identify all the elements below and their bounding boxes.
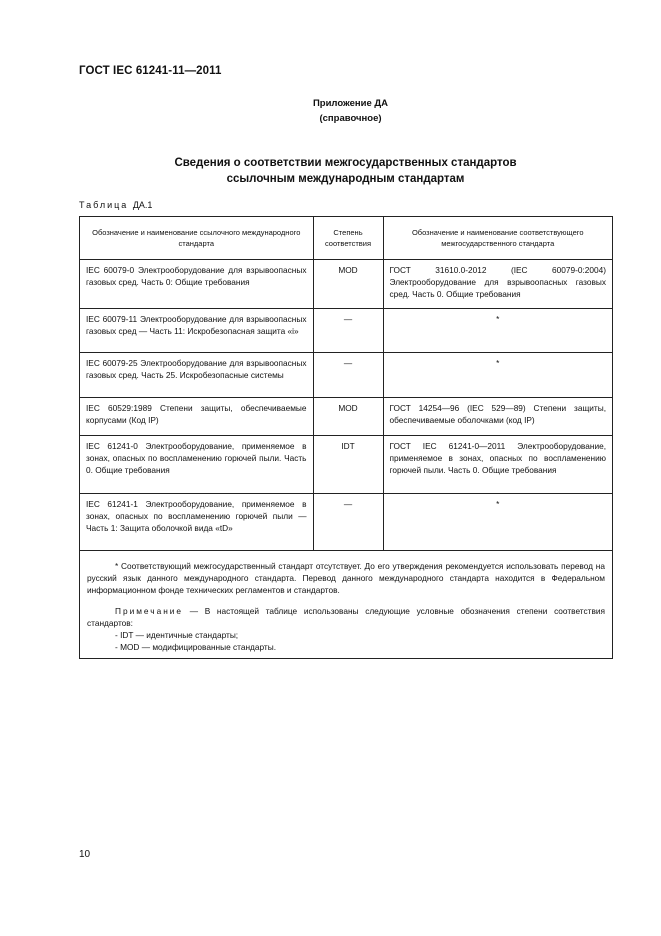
interstate-standard-cell: ГОСТ 14254—96 (IEC 529—89) Степени защиты, обеспечиваемые оболочками (код IP) [383,398,612,436]
table-caption [79,200,152,210]
degree-cell: IDT [313,436,383,494]
column-header-degree: Степень соответствия [313,217,383,260]
note-paragraph [87,605,605,629]
interstate-standard-cell: ГОСТ 31610.0-2012 (IEC 60079-0:2004) Электрооборудование для взрывоопасных газовых сред. Часть 0. Общие требования [383,260,612,309]
section-title-line-1: Сведения о соответствии межгосударственных стандартов [174,157,517,169]
page-number: 10 [79,849,91,860]
table-row [80,494,612,551]
table-header-row [80,217,612,260]
degree-cell: — [313,309,383,353]
degree-cell: — [313,353,383,398]
document-code: ГОСТ IEC 61241-11—2011 [79,65,222,77]
degree-cell: MOD [313,260,383,309]
column-header-intl: Обозначение и наименование ссылочного международного стандарта [80,217,313,260]
intl-standard-cell: IEC 60079-0 Электрооборудование для взрывоопасных газовых сред. Часть 0: Общие требования [80,260,313,309]
interstate-standard-cell: * [383,353,612,398]
intl-standard-cell: IEC 60529:1989 Степени защиты, обеспечиваемые корпусами (Код IP) [80,398,313,436]
appendix-subtitle: (справочное) [319,113,382,124]
footnote-text: * Соответствующий межгосударственный стандарт отсутствует. До его утверждения рекомендуется использовать перевод на русский язык данного международного стандарта. Перевод данного международного стандарта находится в Федеральном информационном фонде технических регламентов и стандартов. [87,561,605,595]
section-title-line-2: ссылочным международным стандартам [226,173,465,185]
intl-standard-cell: IEC 60079-25 Электрооборудование для взрывоопасных газовых сред. Часть 25. Искробезопасные системы [80,353,313,398]
intl-standard-cell: IEC 61241-1 Электрооборудование, применяемое в зонах, опасных по воспламенению горючей пыли — Часть 1: Защита оболочкой вида «tD» [80,494,313,551]
table-caption-number: ДА.1 [132,200,153,210]
interstate-standard-cell: * [383,494,612,551]
interstate-standard-cell: * [383,309,612,353]
column-header-interstate: Обозначение и наименование соответствующего межгосударственного стандарта [383,217,612,260]
degree-cell: MOD [313,398,383,436]
table-row [80,260,612,309]
table-grid [80,217,612,551]
degree-cell: — [313,494,383,551]
appendix-title: Приложение ДА [312,98,389,109]
appendix-heading [0,96,661,126]
note-list-item: - IDT — идентичные стандарты; [115,630,239,640]
note-text: — В настоящей таблице использованы следующие условные обозначения степени соответствия стандартов: [87,606,605,628]
table-row [80,309,612,353]
table-caption-label: Таблица [79,200,129,210]
table-row [80,436,612,494]
section-title [0,155,661,187]
intl-standard-cell: IEC 61241-0 Электрооборудование, применяемое в зонах, опасных по воспламенению горючей пыли. Часть 0. Общие требования [80,436,313,494]
note-label: Примечание [115,606,184,616]
intl-standard-cell: IEC 60079-11 Электрооборудование для взрывоопасных газовых сред — Часть 11: Искробезопасная защита «i» [80,309,313,353]
table-row [80,398,612,436]
table-row [80,353,612,398]
table-notes [79,556,613,653]
interstate-standard-cell: ГОСТ IEC 61241-0—2011 Электрооборудование, применяемое в зонах, опасных по воспламенению горючей пыли. Часть 0. Общие требования [383,436,612,494]
note-list-item: - MOD — модифицированные стандарты. [115,642,277,652]
